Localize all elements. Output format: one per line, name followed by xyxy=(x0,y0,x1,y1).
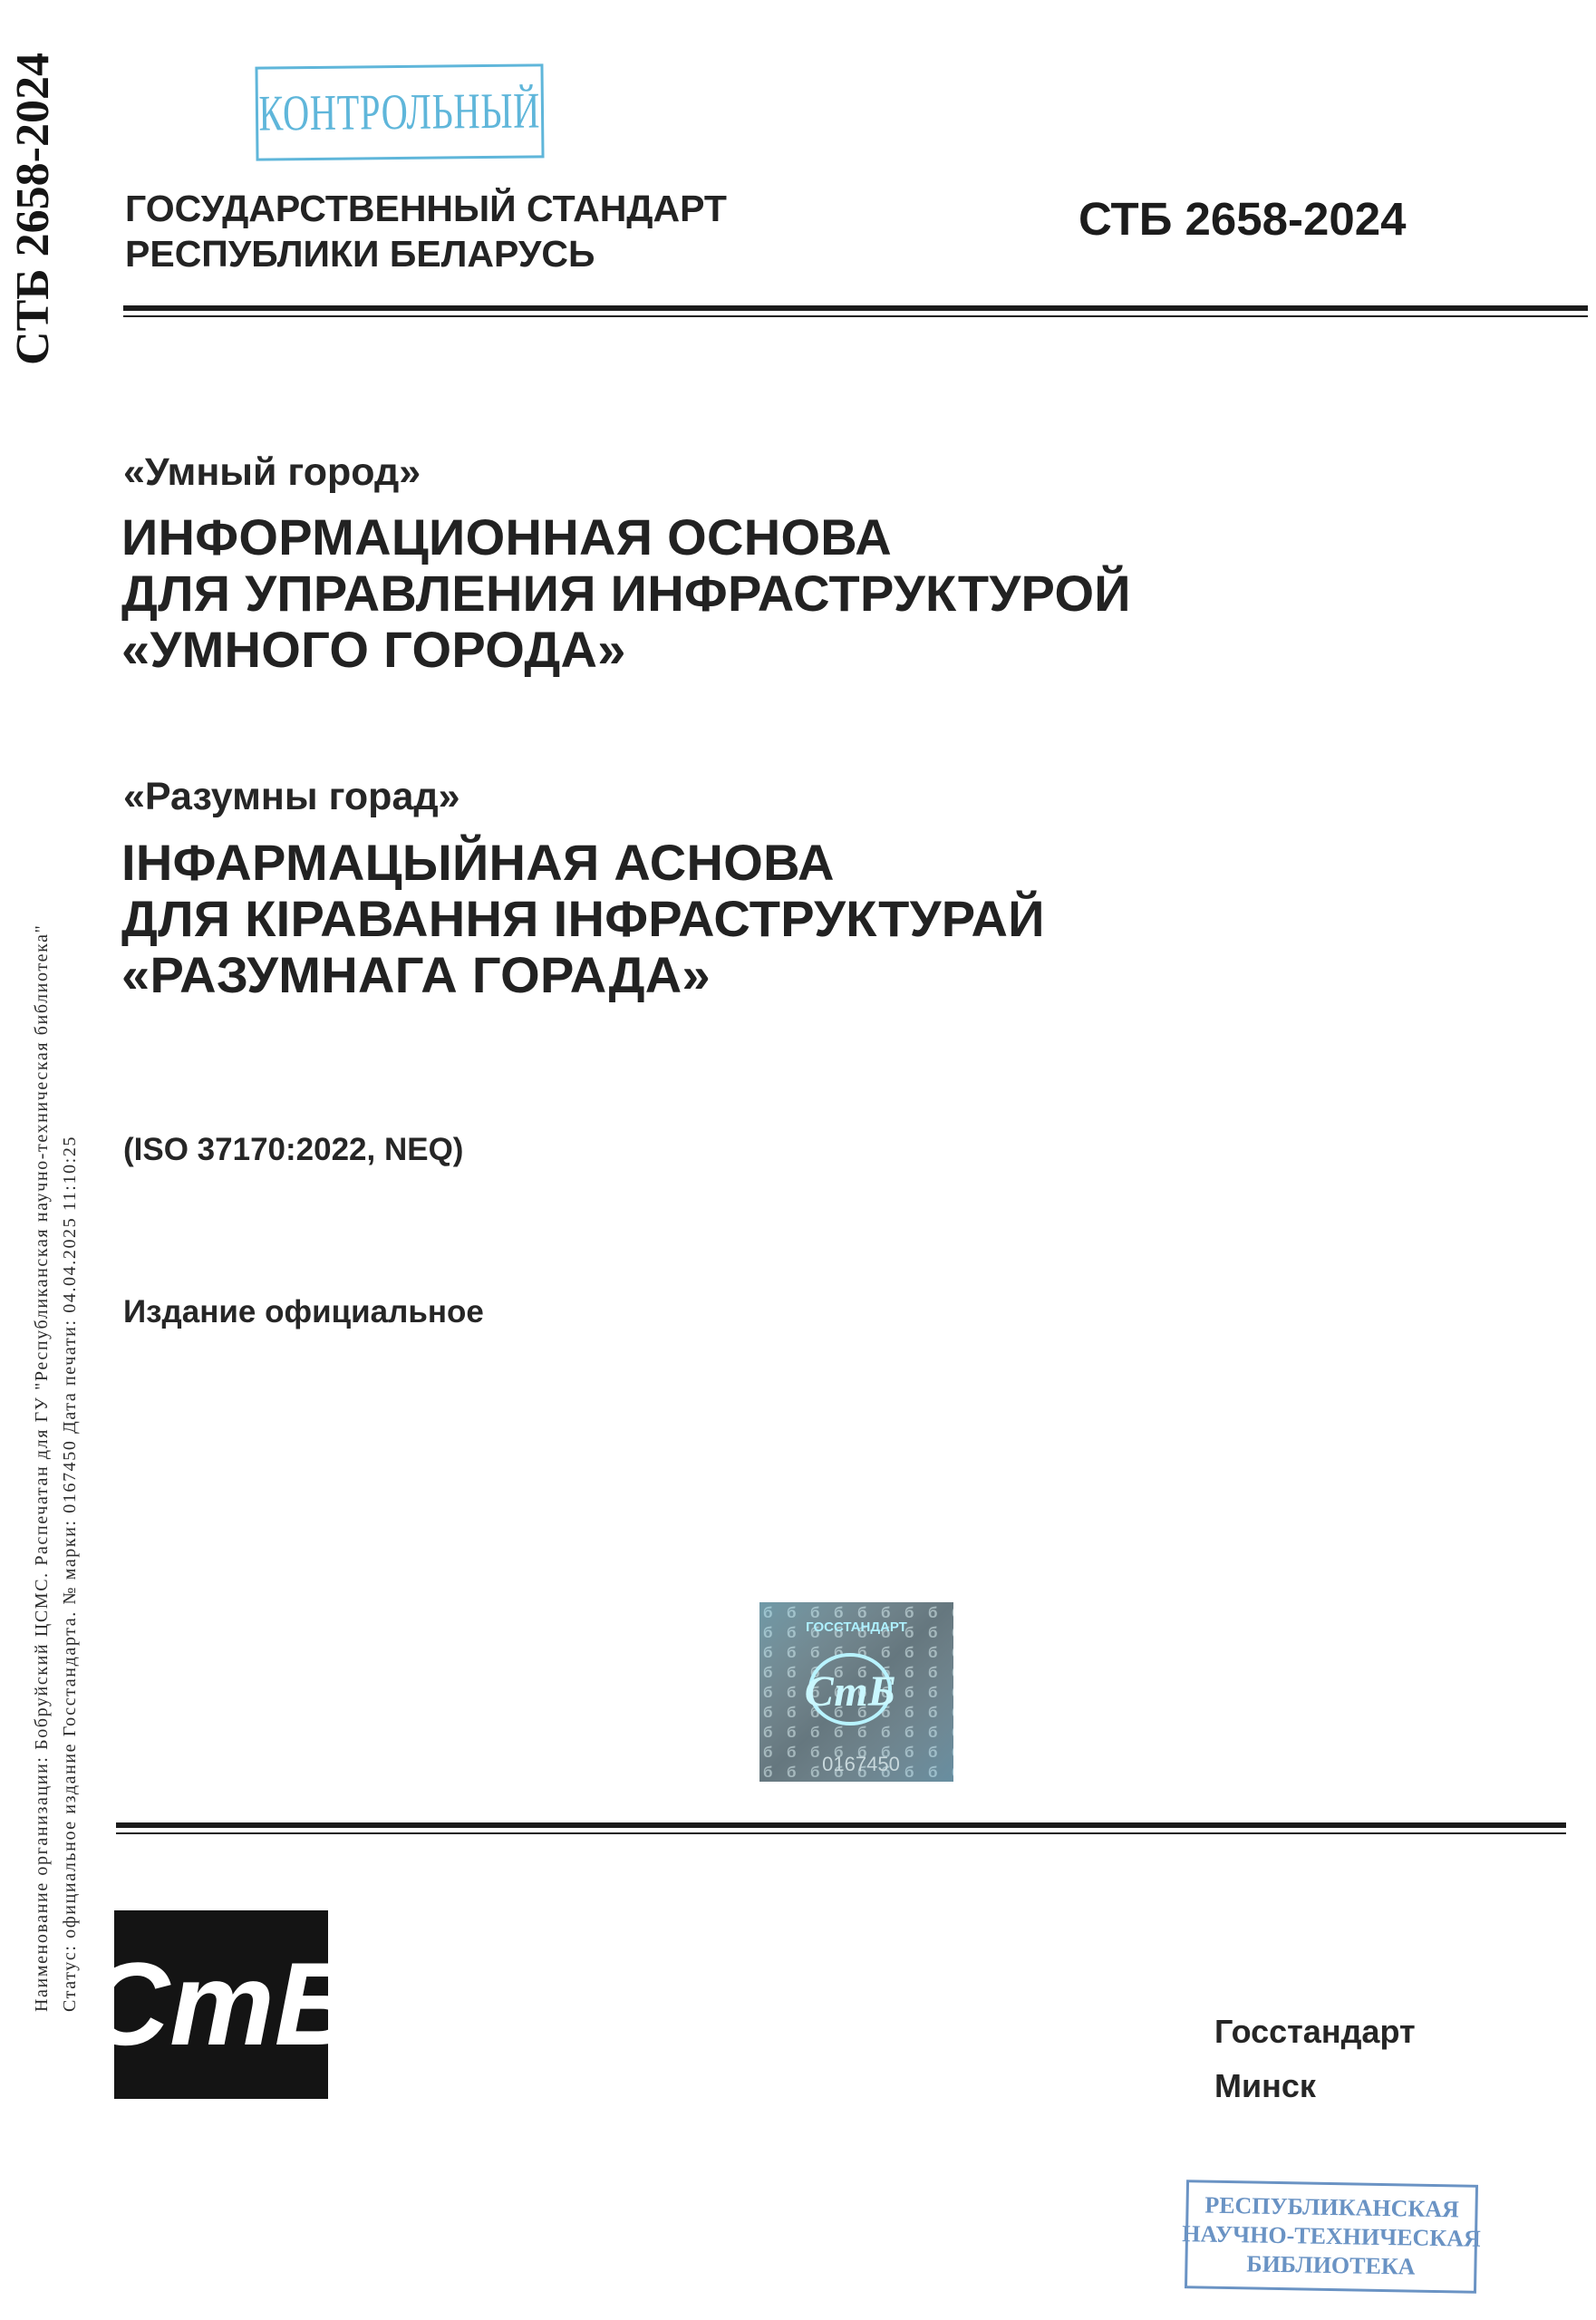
issuing-organization-line1: ГОСУДАРСТВЕННЫЙ СТАНДАРТ xyxy=(125,188,727,229)
title-by-line: ІНФАРМАЦЫЙНАЯ АСНОВА xyxy=(121,834,835,891)
side-print-info-line1: Наименование организации: Бобруйский ЦСМС. Распечатан для ГУ "Республиканская научно-техническая библиотека" xyxy=(32,923,52,2012)
control-stamp xyxy=(255,63,544,160)
library-stamp xyxy=(1182,2180,1481,2294)
title-ru xyxy=(121,509,1131,678)
library-stamp-line: НАУЧНО-ТЕХНИЧЕСКАЯ xyxy=(1182,2220,1481,2252)
control-stamp-text: КОНТРОЛЬНЫЙ xyxy=(258,82,541,142)
hologram-mark xyxy=(759,1602,953,1782)
side-print-info-line2: Статус: официальное издание Госстандарта. № марки: 0167450 Дата печати: 04.04.2025 11:10:25 xyxy=(60,1135,80,2012)
subtitle-by: «Разумны горад» xyxy=(123,775,460,818)
hologram-label: ГОССТАНДАРТ xyxy=(806,1619,907,1635)
side-document-code xyxy=(0,23,65,394)
stb-logo xyxy=(84,1910,358,2099)
title-by-line: «РАЗУМНАГА ГОРАДА» xyxy=(121,946,711,1003)
title-ru-line: «УМНОГО ГОРОДА» xyxy=(121,621,626,678)
iso-reference: (ISO 37170:2022, NEQ) xyxy=(123,1132,464,1167)
subtitle-ru: «Умный город» xyxy=(123,450,421,494)
side-print-info xyxy=(25,517,87,2012)
hologram-image xyxy=(759,1602,953,1782)
publisher-name: Госстандарт xyxy=(1214,2013,1416,2050)
publisher-city: Минск xyxy=(1214,2067,1316,2104)
side-document-code-text: СТБ 2658-2024 xyxy=(6,52,59,365)
edition-label: Издание официальное xyxy=(123,1294,484,1329)
issuing-organization-line2: РЕСПУБЛИКИ БЕЛАРУСЬ xyxy=(125,233,595,275)
title-by xyxy=(121,835,1045,1003)
svg-text:СтБ: СтБ xyxy=(84,1938,358,2070)
header-divider xyxy=(123,305,1588,317)
document-code: СТБ 2658-2024 xyxy=(1079,193,1407,245)
library-stamp-line: БИБЛИОТЕКА xyxy=(1246,2250,1416,2280)
hologram-logo: СтБ xyxy=(804,1668,896,1716)
publisher-block xyxy=(1214,2005,1416,2113)
issuing-organization xyxy=(125,186,727,276)
title-ru-line: ДЛЯ УПРАВЛЕНИЯ ИНФРАСТРУКТУРОЙ xyxy=(121,565,1131,622)
title-by-line: ДЛЯ КІРАВАННЯ ІНФРАСТРУКТУРАЙ xyxy=(121,890,1045,947)
title-ru-line: ИНФОРМАЦИОННАЯ ОСНОВА xyxy=(121,508,892,566)
stb-logo-icon xyxy=(84,1910,358,2099)
library-stamp-line: РЕСПУБЛИКАНСКАЯ xyxy=(1204,2191,1460,2223)
hologram-number: 0167450 xyxy=(822,1753,900,1775)
footer-divider xyxy=(116,1822,1566,1834)
